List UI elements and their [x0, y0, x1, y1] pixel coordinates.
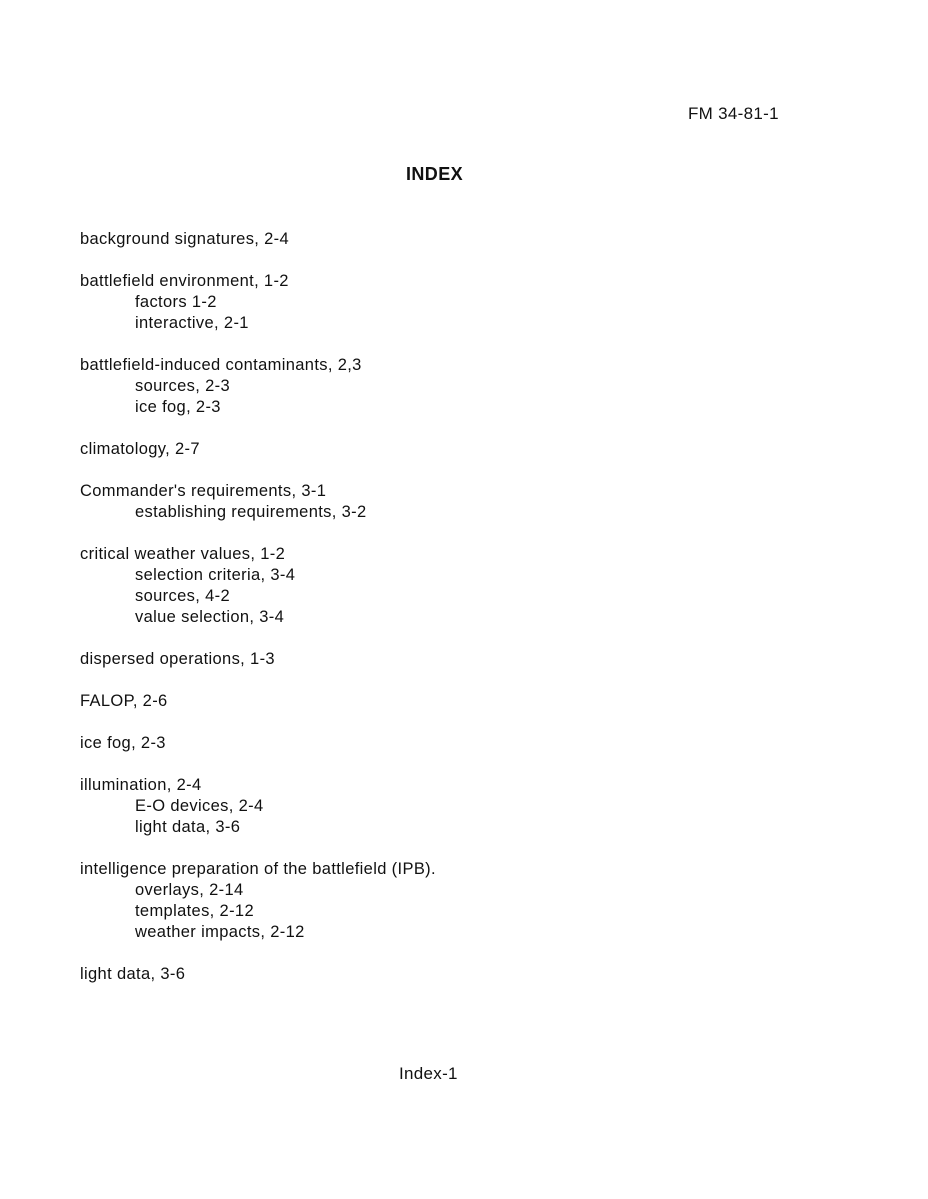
page-title: INDEX — [406, 164, 464, 184]
page-number: Index-1 — [399, 1064, 458, 1083]
index-entry — [80, 691, 900, 712]
index-entry — [80, 733, 900, 754]
index-term: illumination, 2-4 — [80, 776, 202, 794]
index-subentries — [80, 292, 900, 334]
index-term: background signatures, 2-4 — [80, 230, 290, 248]
index-term: Commander's requirements, 3-1 — [80, 482, 327, 500]
index-entry — [80, 859, 900, 943]
index-subentry: overlays, 2-14 — [135, 881, 244, 899]
index-subentry: E-O devices, 2-4 — [135, 797, 264, 815]
index-entry — [80, 271, 900, 334]
index-entry — [80, 544, 900, 628]
index-entry — [80, 439, 900, 460]
index-term: critical weather values, 1-2 — [80, 545, 286, 563]
index-subentries — [80, 502, 900, 523]
index-subentries — [80, 796, 900, 838]
index-term: battlefield environment, 1-2 — [80, 272, 289, 290]
index-subentry: ice fog, 2-3 — [135, 398, 221, 416]
index-subentry: value selection, 3-4 — [135, 608, 285, 626]
index-term: FALOP, 2-6 — [80, 692, 168, 710]
index-subentry: sources, 2-3 — [135, 377, 230, 395]
index-term: intelligence preparation of the battlefield (IPB). — [80, 860, 436, 878]
index-subentry: templates, 2-12 — [135, 902, 254, 920]
index-subentries — [80, 376, 900, 418]
index-term: dispersed operations, 1-3 — [80, 650, 275, 668]
index-subentry: weather impacts, 2-12 — [135, 923, 305, 941]
index-entry — [80, 355, 900, 418]
index-subentry: establishing requirements, 3-2 — [135, 503, 367, 521]
index-term: battlefield-induced contaminants, 2,3 — [80, 356, 362, 374]
index-subentries — [80, 880, 900, 943]
index-subentry: interactive, 2-1 — [135, 314, 249, 332]
index-subentry: factors 1-2 — [135, 293, 217, 311]
index-entry — [80, 481, 900, 523]
index-entry — [80, 964, 900, 985]
index-entry — [80, 649, 900, 670]
index-subentry: sources, 4-2 — [135, 587, 230, 605]
index-subentry: selection criteria, 3-4 — [135, 566, 296, 584]
index-term: ice fog, 2-3 — [80, 734, 166, 752]
index-entry — [80, 229, 900, 250]
index-entry — [80, 775, 900, 838]
index-term: light data, 3-6 — [80, 965, 186, 983]
index-subentry: light data, 3-6 — [135, 818, 241, 836]
document-code: FM 34-81-1 — [688, 104, 779, 123]
index-term: climatology, 2-7 — [80, 440, 200, 458]
index-subentries — [80, 565, 900, 628]
index-list — [80, 229, 900, 1006]
